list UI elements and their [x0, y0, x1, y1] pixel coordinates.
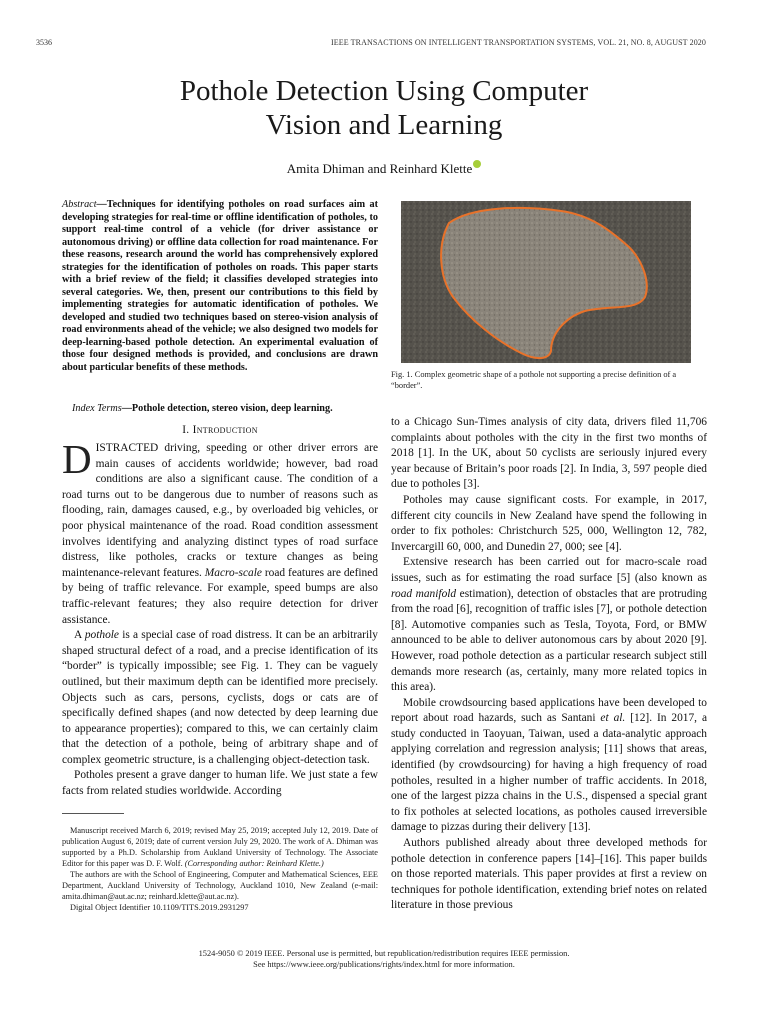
footnote-doi: Digital Object Identifier 10.1109/TITS.2019.2931297 — [70, 903, 249, 912]
intro-p2-a: A — [74, 629, 85, 642]
copyright-line-1: 1524-9050 © 2019 IEEE. Personal use is permitted, but republication/redistribution requires IEEE permission. — [198, 949, 570, 958]
footnote-rule — [62, 813, 124, 814]
right-column — [391, 415, 707, 914]
author-names: Amita Dhiman and Reinhard Klette — [286, 161, 473, 176]
intro-p2-emphasis: pothole — [84, 629, 119, 642]
title-line-2: Vision and Learning — [265, 109, 503, 141]
right-body — [391, 415, 707, 914]
intro-p1-a: driving, speeding or other driver errors are main causes of accidents worldwide; however, bad road conditions are also a significant cause. The condition of a road turns out to be dangerous due to number of reasons such as flooding, rain, damages caused, e.g., by overloaded big vehicles, or poor physical maintenance of the road. Road condition assessment involves identifying and analyzing distinct types of road surface distress, like potholes, cracks or texture changes as being maintenance-relevant features. — [62, 442, 378, 579]
orcid-icon[interactable] — [473, 160, 481, 168]
right-p2-a: Extensive research has been carried out for macro-scale road issues, such as for estimating the road surface [5] (also known as — [391, 556, 707, 584]
index-terms-lead: Index Terms — [72, 403, 122, 414]
index-terms: Index Terms—Pothole detection, stereo vision, deep learning. — [72, 403, 333, 414]
intro-p1-caps: ISTRACTED — [95, 442, 159, 454]
abstract-text: Techniques for identifying potholes on road surfaces aim at developing strategies for real-time or offline identification of potholes, to support real-time control of a vehicle (for driver assistance or autonomous driving) or offline data collection for road maintenance. For these reasons, research around the world has comprehensively explored strategies for the identification of potholes on roads. This paper starts with a brief review of the field; it classifies developed strategies into several categories. We, then, present our contributions to this field by implementing strategies for automatic identification of potholes. We developed and studied two techniques based on stereo-vision analysis of road environments ahead of the vehicle; we also designed two models for deep-learning-based pothole detection. An experimental evaluation of those four designed methods is provided, and conclusions are drawn about particular benefits of these methods. — [62, 199, 378, 373]
footnote-corresponding: (Corresponding author: Reinhard Klette.) — [184, 859, 324, 868]
abstract-lead: Abstract — [62, 199, 97, 210]
copyright-line-2: See https://www.ieee.org/publications/rights/index.html for more information. — [253, 960, 515, 969]
authors — [0, 160, 768, 177]
right-paragraph-3 — [391, 696, 707, 836]
right-paragraph-4: Authors published already about three developed methods for pothole detection in conference papers [14]–[16]. This paper builds on those reported materials. This paper provides at first a review on techniques for pothole identification, extending brief notes on related literature in those previous — [391, 837, 707, 912]
copyright-notice — [0, 948, 768, 970]
footnote-manuscript-text: Manuscript received March 6, 2019; revised May 25, 2019; accepted July 12, 2019. Date of publication August 6, 2019; date of current version July 29, 2020. The work of A. Dhiman was supported by a Ph.D. Scholarship from Aukland University of Technology. The Associate Editor for this paper was D. F. Wolf. — [62, 826, 378, 868]
intro-p1-emphasis: Macro-scale — [204, 566, 262, 579]
right-p2-emphasis: road manifold — [391, 587, 457, 600]
right-p3-a: Mobile crowdsourcing based applications have been developed to report about road hazards, such as Santani — [391, 696, 707, 725]
right-p2-b: estimation), detection of obstacles that are protruding from the road [6], recognition of traffic isles [7], or pothole detection [8]. Automotive companies such as Tesla, Toyota, Ford, or BMW announced to be able to deliver autonomous cars by about 2020 [9]. However, road pothole detection as a particular research subject still demands more research (as, certainly, many more related topics in this area). — [391, 587, 708, 694]
intro-paragraph-1 — [62, 436, 378, 628]
journal-header: IEEE TRANSACTIONS ON INTELLIGENT TRANSPORTATION SYSTEMS, VOL. 21, NO. 8, AUGUST 2020 — [331, 38, 706, 47]
footnote-affiliation: The authors are with the School of Engineering, Computer and Mathematical Sciences, EEE Department, Auckland University of Technology, Auckland 1010, New Zealand (e-mail: amita.dhiman@aut.ac.nz; reinhard.klette@aut.ac.nz). — [62, 870, 378, 901]
intro-p1-b: road features are defined by being of traffic relevance. For example, speed bumps are also traffic-relevant features; they also require detection for driver assistance. — [62, 566, 378, 626]
intro-column — [62, 436, 378, 800]
page-number: 3536 — [36, 38, 52, 47]
right-paragraph-0: to a Chicago Sun-Times analysis of city data, drivers filed 11,706 complaints about potholes with the city in the first two months of 2018 [1]. In the UK, about 50 cyclists are seriously injured every year because of Britain’s poor roads [2]. In India, 3, 597 people died due to potholes [3]. — [391, 416, 707, 491]
footnote-manuscript — [62, 825, 378, 869]
index-terms-text: Pothole detection, stereo vision, deep learning. — [131, 403, 333, 414]
intro-body — [62, 436, 378, 800]
pothole-figure — [401, 201, 691, 363]
intro-paragraph-2 — [62, 628, 378, 768]
right-paragraph-2 — [391, 555, 707, 695]
abstract: Abstract—Techniques for identifying potholes on road surfaces aim at developing strategies for real-time or offline identification of potholes, to support real-time control of a vehicle (for driver assistance or autonomous driving) or offline data collection for road maintenance. For these reasons, research around the world has comprehensively explored strategies for the identification of potholes on roads. This paper starts with a brief review of the field; it classifies developed strategies into several categories. We, then, present our contributions to this field by implementing strategies for automatic identification of potholes. We developed and studied two techniques based on stereo-vision analysis of road environments ahead of the vehicle; we also designed two models for deep-learning-based pothole detection. An experimental evaluation of those four designed methods is provided, and conclusions are drawn about particular benefits of these methods. — [62, 199, 378, 373]
intro-p2-b: is a special case of road distress. It can be an arbitrarily shaped structural defect of a road, and a precise identification of its “border” is typically impossible; see Fig. 1. They can be vaguely outlined, but their maximum depth can be identified more precisely. Objects such as cars, persons, cyclists, dogs or cats are of specifically defined shapes (and now detected by deep learning due to appearance properties); compared to this, we can certainly claim that the detection of a pothole, being of arbitrary shape and of complex geometric structure, is a challenging object-detection task. — [62, 629, 378, 766]
figure-caption: Fig. 1. Complex geometric shape of a pothole not supporting a precise definition of a “border”. — [391, 370, 677, 390]
right-paragraph-1: Potholes may cause significant costs. For example, in 2017, different city councils in New Zealand have spend the following in order to fix potholes: Christchurch 525, 000, Wellington 12, 782, Invercargill 60, 000, and Dunedin 27, 000; see [4]. — [391, 493, 707, 553]
intro-paragraph-3: Potholes present a grave danger to human life. We just state a few facts from related studies worldwide. According — [62, 769, 378, 798]
right-p3-b: [12]. In 2017, a study conducted in Taoyuan, Taiwan, used a data-analytic approach applying correlation and regression analysis; [11] shows that areas, identified (by crowdsourcing) for having a high frequency of road potholes, resulted in a higher number of traffic accidents. In 2018, one of the largest pizza chains in the U.S., dispensed a special grant to fix potholes at selected locations, as potholes caused irreversible damage to pizzas during their delivery [13]. — [391, 712, 707, 834]
pothole-photo — [401, 201, 691, 363]
paper-title — [0, 74, 768, 142]
drop-cap: D — [62, 436, 92, 482]
section-heading: I. Introduction — [182, 424, 258, 436]
footnote — [62, 825, 378, 913]
right-p3-emphasis: et al. — [600, 712, 626, 725]
title-line-1: Pothole Detection Using Computer — [179, 75, 589, 107]
